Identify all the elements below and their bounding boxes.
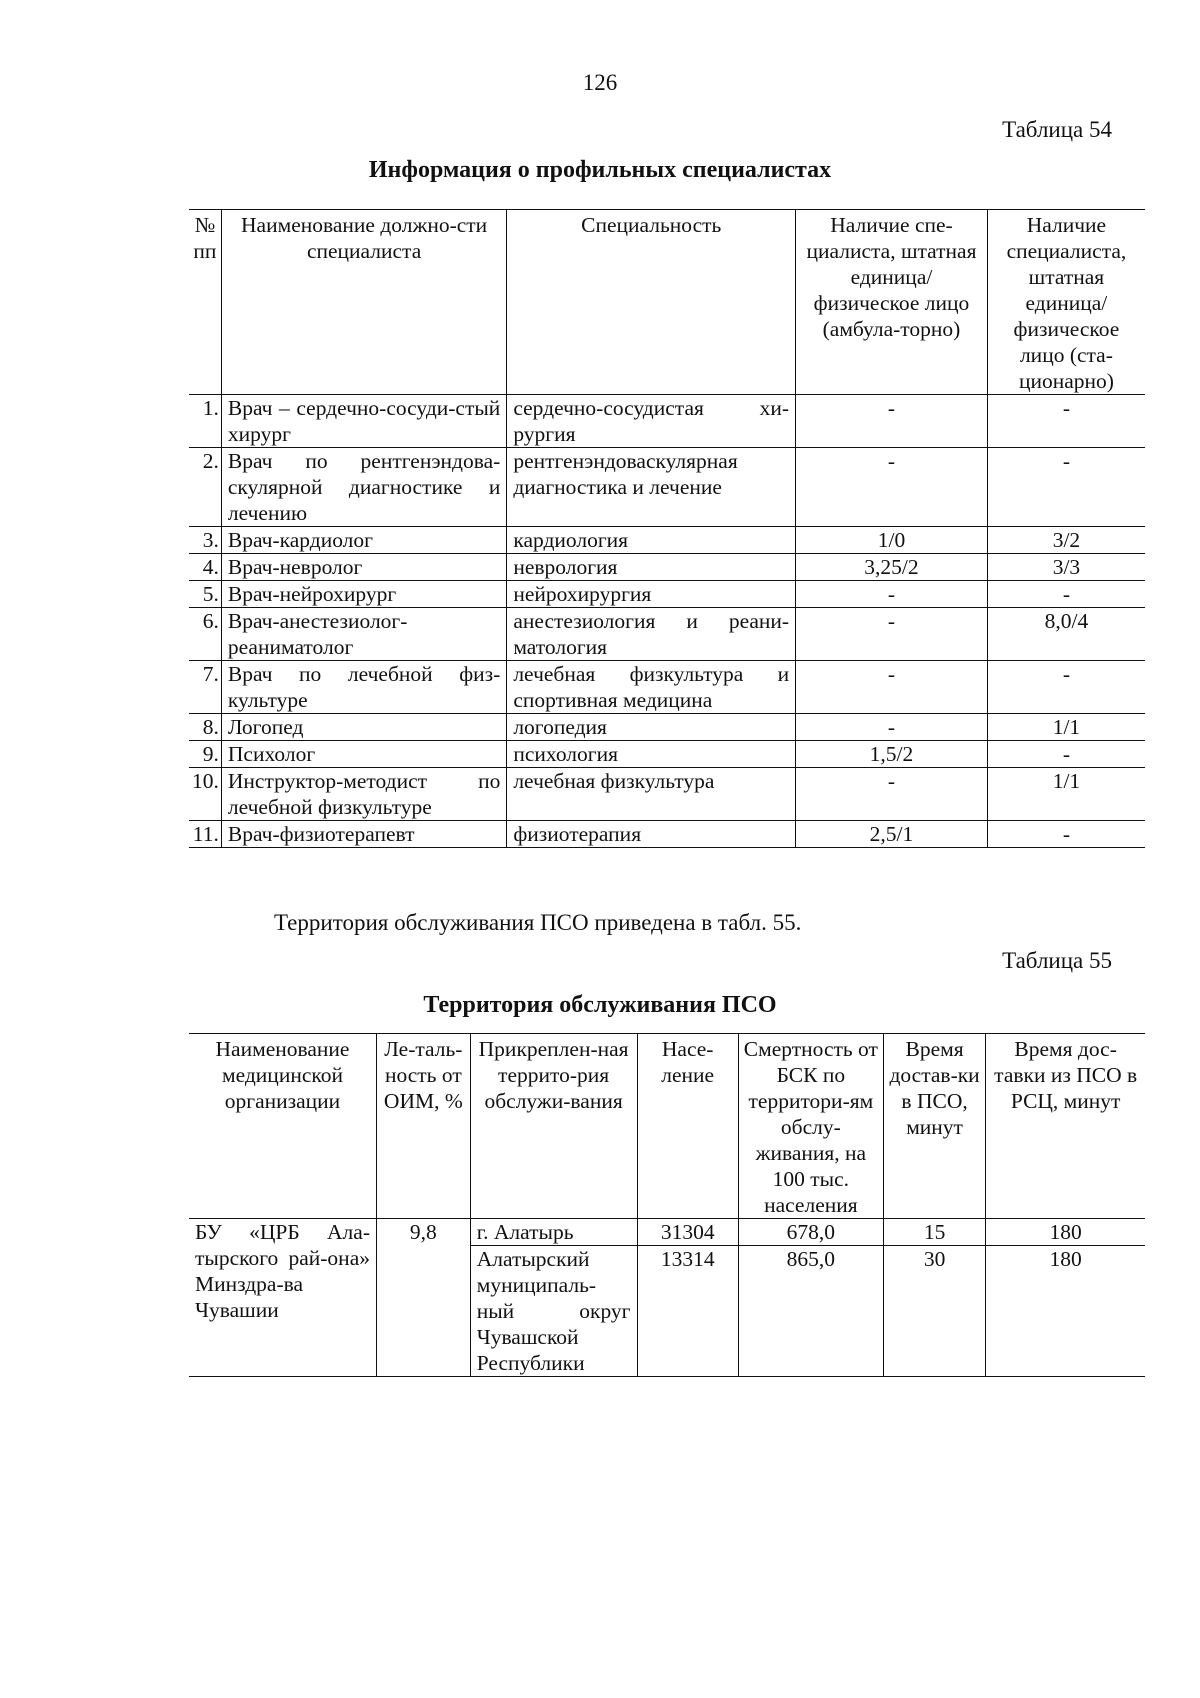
inpatient-cell: -: [987, 661, 1145, 714]
population-cell: 31304: [637, 1219, 738, 1246]
position-cell: Психолог: [221, 741, 506, 768]
column-header-outpatient: Наличие спе-циалиста, штатная единица/ физическое лицо (амбула-торно): [796, 210, 988, 395]
service-territory-table: [189, 1033, 1145, 1377]
row-number-cell: 10.: [189, 768, 221, 821]
column-header-specialty: Специальность: [507, 210, 796, 395]
table-row: [189, 714, 1145, 741]
header-row: [189, 1034, 1145, 1219]
column-header-number: № пп: [189, 210, 221, 395]
lethality-cell: 9,8: [376, 1219, 470, 1377]
population-cell: 13314: [637, 1246, 738, 1377]
table-row: [189, 448, 1145, 527]
position-cell: Врач-невролог: [221, 554, 506, 581]
column-header-territory: Прикреплен-ная террито-рия обслужи-вания: [470, 1034, 637, 1219]
position-cell: Врач-нейрохирург: [221, 581, 506, 608]
specialty-cell: сердечно-сосудистая хи-рургия: [507, 395, 796, 448]
position-cell: Врач-анестезиолог-реаниматолог: [221, 608, 506, 661]
specialty-cell: лечебная физкультура и спортивная медицина: [507, 661, 796, 714]
inpatient-cell: -: [987, 448, 1145, 527]
outpatient-cell: -: [796, 448, 988, 527]
inpatient-cell: 3/3: [987, 554, 1145, 581]
inpatient-cell: 1/1: [987, 714, 1145, 741]
row-number-cell: 11.: [189, 821, 221, 848]
specialty-cell: неврология: [507, 554, 796, 581]
row-number-cell: 7.: [189, 661, 221, 714]
table-row: [189, 821, 1145, 848]
outpatient-cell: 3,25/2: [796, 554, 988, 581]
inpatient-cell: -: [987, 741, 1145, 768]
position-cell: Логопед: [221, 714, 506, 741]
outpatient-cell: 1,5/2: [796, 741, 988, 768]
outpatient-cell: -: [796, 608, 988, 661]
column-header-mortality: Смертность от БСК по территори-ям обслу-живания, на 100 тыс. населения: [738, 1034, 883, 1219]
table-row: [189, 554, 1145, 581]
service-territory-table-body: [189, 1219, 1145, 1377]
territory-cell: г. Алатырь: [470, 1219, 637, 1246]
outpatient-cell: -: [796, 714, 988, 741]
table-row: [189, 1219, 1145, 1246]
territory-cell: Алатырский муниципаль-ный округ Чувашской Республики: [470, 1246, 637, 1377]
column-header-delivery-rsc: Время дос-тавки из ПСО в РСЦ, минут: [986, 1034, 1145, 1219]
header-row: [189, 210, 1145, 395]
position-cell: Врач по рентгенэндова-скулярной диагностике и лечению: [221, 448, 506, 527]
row-number-cell: 9.: [189, 741, 221, 768]
table-row: [189, 768, 1145, 821]
table-row: [189, 581, 1145, 608]
specialty-cell: логопедия: [507, 714, 796, 741]
specialty-cell: кардиология: [507, 527, 796, 554]
inpatient-cell: 3/2: [987, 527, 1145, 554]
column-header-population: Насе-ление: [637, 1034, 738, 1219]
inpatient-cell: -: [987, 395, 1145, 448]
table-54-label: Таблица 54: [1002, 117, 1112, 142]
inpatient-cell: -: [987, 581, 1145, 608]
page-number: 126: [582, 70, 618, 95]
inpatient-cell: -: [987, 821, 1145, 848]
inpatient-cell: 8,0/4: [987, 608, 1145, 661]
table-row: [189, 741, 1145, 768]
column-header-inpatient: Наличие специалиста, штатная единица/ физическое лицо (ста-ционарно): [987, 210, 1145, 395]
column-header-delivery-pso: Время достав-ки в ПСО, минут: [883, 1034, 985, 1219]
specialists-table-body: [189, 395, 1145, 848]
position-cell: Врач-физиотерапевт: [221, 821, 506, 848]
position-cell: Инструктор-методист по лечебной физкультуре: [221, 768, 506, 821]
delivery-pso-cell: 30: [883, 1246, 985, 1377]
table-55-title: Территория обслуживания ПСО: [423, 992, 777, 1018]
specialty-cell: лечебная физкультура: [507, 768, 796, 821]
row-number-cell: 4.: [189, 554, 221, 581]
column-header-position: Наименование должно-сти специалиста: [221, 210, 506, 395]
mortality-cell: 678,0: [738, 1219, 883, 1246]
table-row: [189, 395, 1145, 448]
row-number-cell: 8.: [189, 714, 221, 741]
specialists-table: [189, 209, 1145, 848]
row-number-cell: 2.: [189, 448, 221, 527]
position-cell: Врач – сердечно-сосуди-стый хирург: [221, 395, 506, 448]
outpatient-cell: -: [796, 661, 988, 714]
table-row: [189, 661, 1145, 714]
outpatient-cell: 1/0: [796, 527, 988, 554]
outpatient-cell: -: [796, 395, 988, 448]
specialty-cell: физиотерапия: [507, 821, 796, 848]
table-54-title: Информация о профильных специалистах: [368, 157, 832, 183]
row-number-cell: 3.: [189, 527, 221, 554]
intro-paragraph: Территория обслуживания ПСО приведена в табл. 55.: [274, 910, 802, 935]
column-header-lethality: Ле-таль-ность от ОИМ, %: [376, 1034, 470, 1219]
delivery-pso-cell: 15: [883, 1219, 985, 1246]
inpatient-cell: 1/1: [987, 768, 1145, 821]
specialty-cell: психология: [507, 741, 796, 768]
table-row: [189, 608, 1145, 661]
organization-cell: БУ «ЦРБ Ала-тырского рай-она» Минздра-ва Чувашии: [189, 1219, 376, 1377]
delivery-rsc-cell: 180: [986, 1246, 1145, 1377]
specialty-cell: рентгенэндоваскулярная диагностика и лечение: [507, 448, 796, 527]
delivery-rsc-cell: 180: [986, 1219, 1145, 1246]
row-number-cell: 5.: [189, 581, 221, 608]
table-55-label: Таблица 55: [1002, 948, 1112, 973]
position-cell: Врач по лечебной физ-культуре: [221, 661, 506, 714]
outpatient-cell: -: [796, 768, 988, 821]
position-cell: Врач-кардиолог: [221, 527, 506, 554]
row-number-cell: 6.: [189, 608, 221, 661]
outpatient-cell: -: [796, 581, 988, 608]
specialty-cell: анестезиология и реани-матология: [507, 608, 796, 661]
table-row: [189, 527, 1145, 554]
outpatient-cell: 2,5/1: [796, 821, 988, 848]
column-header-organization: Наименование медицинской организации: [189, 1034, 376, 1219]
row-number-cell: 1.: [189, 395, 221, 448]
mortality-cell: 865,0: [738, 1246, 883, 1377]
specialty-cell: нейрохирургия: [507, 581, 796, 608]
